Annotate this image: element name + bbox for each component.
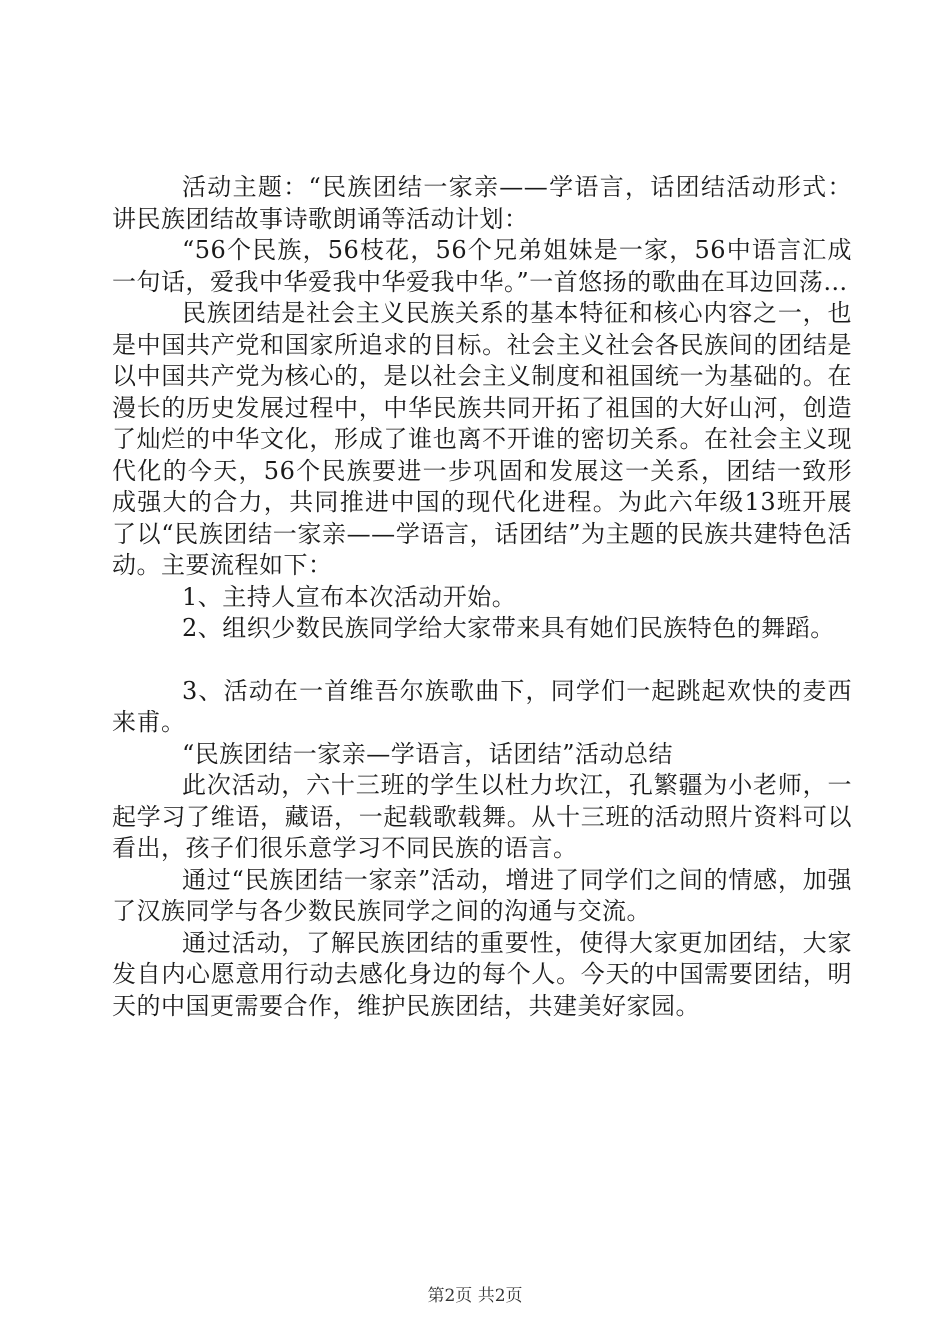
summary-heading: “民族团结一家亲—学语言，话团结”活动总结 — [182, 739, 674, 768]
procedure-step-3: 3、活动在一首维吾尔族歌曲下，同学们一起跳起欢快的麦西来甫。 — [112, 676, 852, 736]
ethnic-unity-intro-paragraph: 民族团结是社会主义民族关系的基本特征和核心内容之一，也是中国共产党和国家所追求的目标。社会主义社会各民族间的团结是以中国共产党为核心的，是以社会主义制度和祖国统一为基础的。在漫长的历史发展过程中，中华民族共同开拓了祖国的大好山河，创造了灿烂的中华文化，形成了谁也离不开谁的密切关系。在社会主义现代化的今天，56个民族要进一步巩固和发展这一关系，团结一致形成强大的合力，共同推进中国的现代化进程。为此六年级13班开展了以“民族团结一家亲——学语言，话团结”为主题的民族共建特色活动。主要流程如下： — [112, 299, 852, 579]
summary-paragraph-2: 通过“民族团结一家亲”活动，增进了同学们之间的情感，加强了汉族同学与各少数民族同学之间的沟通与交流。 — [112, 865, 852, 925]
song-quote-paragraph: “56个民族，56枝花，56个兄弟姐妹是一家，56中语言汇成一句话，爱我中华爱我中华爱我中华。”一首悠扬的歌曲在耳边回荡… — [112, 236, 852, 296]
document-body — [112, 172, 852, 1022]
procedure-step-1: 1、主持人宣布本次活动开始。 — [182, 582, 517, 611]
summary-paragraph-1: 此次活动，六十三班的学生以杜力坎江，孔繁疆为小老师，一起学习了维语，藏语，一起载歌载舞。从十三班的活动照片资料可以看出，孩子们很乐意学习不同民族的语言。 — [112, 771, 852, 862]
procedure-step-2: 2、组织少数民族同学给大家带来具有她们民族特色的舞蹈。 — [182, 614, 835, 642]
activity-theme-paragraph: 活动主题：“民族团结一家亲——学语言，话团结活动形式：讲民族团结故事诗歌朗诵等活动计划： — [112, 173, 852, 233]
page-number-footer: 第2页 共2页 — [427, 1286, 523, 1306]
summary-paragraph-3: 通过活动，了解民族团结的重要性，使得大家更加团结，大家发自内心愿意用行动去感化身边的每个人。今天的中国需要团结，明天的中国更需要合作，维护民族团结，共建美好家园。 — [112, 928, 852, 1020]
